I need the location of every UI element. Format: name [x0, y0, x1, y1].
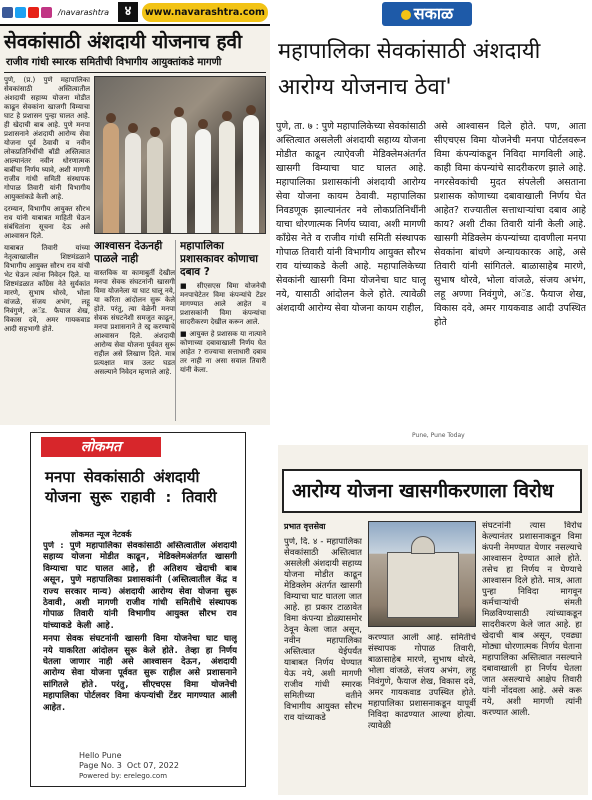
photo-person	[125, 133, 141, 233]
photo-head	[222, 111, 232, 121]
box-title: आश्वासन देऊनही पाळले नाही	[94, 240, 163, 265]
building-dome	[411, 536, 435, 554]
prabhat-clipping	[278, 445, 588, 795]
prabhat-column-3: संघटनांनी त्यास विरोध केल्यानंतर प्रशासनाकडून विमा कंपनी नेमण्यात येणार नसल्याचे आश्वासन देण्यात आले होते. तसेच हा निर्णय न घेण्याचे आश्वासन दिले होते. मात्र, आता पुन्हा निविदा मागवून कर्मचाऱ्यांची संमती मिळविण्यासाठी त्यांच्याकडून सादरीकरण केले जात आहे. हा खेदाची बाब असून, एवढ्या मोठ्या धोरणात्मक निर्णय घेताना महापालिका अस्तित्वात नसल्याने दबावाखाली हा निर्णय घेतला जात असल्याचे आक्षेप तिवारी यांनी नोंदवला आहे. असे करू नये, अशी मागणी त्यांनी करण्यात आली.	[482, 521, 582, 718]
sakal-headline: महापालिका सेवकांसाठी अंशदायी आरोग्य योजनाच ठेवा'	[278, 39, 541, 100]
divider	[4, 72, 266, 73]
prabhat-headline: आरोग्य योजना खासगीकरणाला विरोध	[292, 480, 554, 502]
lokmat-byline: लोकमत न्यूज नेटवर्क	[71, 530, 132, 539]
footer-powered: Powered by: erelego.com	[79, 772, 168, 780]
paragraph: याबाबत तिवारी यांच्या नेतृत्वाखालील शिष्टमंडळाने विभागीय आयुक्त सौरभ राव यांची भेट घेऊन त्यांना निवेदन दिले. या शिष्टमंडळात काँग्रेस नेते सुर्यकांत मारणे, सुभाष थोरवे, भोला वांजळे, संजय अभंग, लहू निवंगुणे, अॅड. फैयाज शेख, विकास दवे, अमर गायकवाड आदी सहभागी होते.	[4, 244, 90, 333]
photo-head	[246, 105, 256, 115]
prabhat-headline-box	[282, 469, 582, 513]
box-bullet: ■ सीएसएस विमा योजनेची मनपाचेटेतर विमा कंपन्यांचे टेंडर मागण्यात आले आहेत व प्रशासकांनी विमा कंपन्यांचा सादरीकरण देखील करून आले.	[180, 282, 266, 326]
sakal-logo-icon	[401, 10, 411, 20]
navarashtra-clipping	[0, 0, 270, 425]
navarashtra-subheadline: राजीव गांधी स्मारक समितीची विभागीय आयुक्तांकडे मागणी	[6, 57, 222, 68]
photo-person	[103, 123, 119, 233]
photo-head	[150, 127, 160, 137]
box-text: वास्तविक या कामाबुर्ती देखील मनपा सेवक संघटनांनी खासगी विमा योजनेला या घाट घालू नये, या करिता आंदोलन सुरू केले होते. परंतु, त्या वेळेनी मनपा सेवक संघटनेशी समजुत काढून, मनपा प्रशासनाने ते रद्द करण्याचे आश्वासन दिले. अंशदायी आरोग्य सेवा योजना पूर्ववत सुरू राहील असे लिखाण दिले. मात्र प्रत्यक्षात मात्र उलट घडत असल्याने निवेदन म्हणाले आहे.	[94, 269, 175, 376]
photo-person	[195, 129, 211, 233]
footer-page: Page No. 3	[79, 761, 122, 770]
lokmat-headline: मनपा सेवकांसाठी अंशदायी योजना सुरू राहावी : तिवारी	[45, 468, 217, 506]
prabhat-byline: प्रभात वृत्तसेवा	[284, 522, 326, 531]
lokmat-body	[43, 541, 237, 747]
footer-brand: Hello Pune	[79, 751, 122, 760]
sakal-column-2: असे आश्वासन दिले होते. पण, आता सीएचएस विमा योजनेची मनपा पोर्टलवरून विमा कंपन्यांकडून निविदा मागविली आहे. काही विमा कंपन्यांचे सादरीकरण झाले आहे. नगरसेवकांची मुदत संपलेली असताना प्रशासक कोणाच्या दबावाखाली निर्णय घेत आहेत? राज्यातील सत्ताधाऱ्यांचा दबाव आहे काय? अशी टीका तिवारी यांनी केली आहे. खासगी मेडिक्लेम कंपन्यांच्या दावणीला मनपा सेवकांना बांधणे अन्यायकारक आहे, असे तिवारी यांनी सांगितले. बाळासाहेब मारणे, सुभाष थोरवे, भोला वांजळे, संजय अभंग, लहू अण्णा निवंगुणे, अॅड. फैयाज शेख, विकास दवे, अमर गायकवाड आदी उपस्थित होते	[434, 121, 586, 328]
sakal-column-1: पुणे, ता. ७ : पुणे महापालिकेच्या सेवकांसाठी अस्तित्वात असलेली अंशदायी सहाय्य योजना मोडीत काढून त्याऐवजी मेडिक्लेमअंतर्गत खासगी विम्याचा घाट घालत आहे. महापालिका प्रशासकांनी अंशदायी आरोग्य सेवा योजना कायम ठेवावी. महापालिका निवडणूक झाल्यानंतर नवे लोकप्रतिनिधींनी याचा धोरणात्मक निर्णय घ्यावा, अशी मागणी काँग्रेस नेते व राजीव गांधी समिती संस्थापक गोपाळ तिवारी यांनी विभागीय आयुक्त सौरभ राव यांच्याकडे केली आहे. महापालिकेच्या सेवकांनी खासगी विमा योजनेचा घाट घालू नये, यासाठी आंदोलन केले होते. त्यावेळी अंशदायी आरोग्य सेवा योजना कायम राहील,	[276, 121, 426, 314]
sakal-footer: Pune, Pune Today	[412, 432, 465, 439]
social-handle: /navarashtra	[58, 8, 110, 17]
website-label: www.navarashtra.com	[142, 3, 268, 22]
sakal-masthead: सकाळ	[382, 2, 472, 26]
footer-date: Oct 07, 2022	[126, 761, 179, 770]
navarashtra-left-column	[4, 76, 90, 421]
navarashtra-headline: सेवकांसाठी अंशदायी योजनाच हवी	[4, 31, 243, 53]
group-photo	[94, 76, 266, 234]
lokmat-masthead: लोकमत	[41, 437, 161, 457]
facebook-icon	[2, 7, 13, 18]
prabhat-column-1: पुणे, दि. ४ - महापालिका सेवकांसाठी अस्तित्वात असलेली अंशदायी सहाय्य योजना मोडीत काढून मेडिक्लेम अंतर्गत खासगी विम्याचा घाट घातला जात आहे. हा प्रकार टाळावेत विमा कंपन्या डोळ्यासमोर ठेवून केला जात असून, नवीन महापालिका अस्तित्वात येईपर्यंत याबाबत निर्णय घेण्यात येऊ नये, अशी मागणी राजीव गांधी स्मारक समितीच्या वतीने विभागीय आयुक्त सौरभ राव यांच्याकडे	[284, 537, 362, 723]
youtube-icon	[28, 7, 39, 18]
lokmat-clipping	[30, 432, 246, 787]
navarashtra-top-bar	[0, 0, 270, 26]
photo-head	[106, 113, 116, 123]
box-bullet: ■ आयुक्त हे प्रशासक या नात्याने कोणाच्या दबावाखाली निर्णय घेत आहेत ? राज्याचा सत्ताधारी दबाव तर नाही ना असा सवाल तिवारी यांनी केला.	[180, 330, 266, 374]
photo-person	[219, 121, 235, 233]
sakal-clipping	[272, 0, 592, 440]
photo-head	[174, 107, 184, 117]
photo-head	[128, 123, 138, 133]
photo-person	[171, 117, 187, 233]
twitter-icon	[15, 7, 26, 18]
lokmat-footer	[79, 751, 229, 781]
social-icons	[2, 7, 54, 18]
info-box-pressure	[180, 240, 266, 421]
building-shape	[387, 552, 459, 618]
photo-head	[198, 119, 208, 129]
paragraph: मनपा सेवक संघटनांनी खासगी विमा योजनेचा घाट घालू नये याकरिता आंदोलन सुरू केले होते. तेव्हा हा निर्णय घेतला जाणार नाही असे आश्वासन देऊन, अंशदायी आरोग्य सेवा योजना पूर्ववत सुरू राहील असे प्रशासनाने सांगितले होते. परंतु, सीएचएस विमा योजनेची महापालिका पोर्टलवर विमा कंपन्यांची टेंडर मागण्यात आली आहेत.	[43, 634, 237, 713]
photo-person	[147, 137, 163, 233]
instagram-icon	[41, 7, 52, 18]
photo-person	[243, 115, 259, 233]
page-number: ४	[118, 2, 138, 22]
info-box-promise	[94, 240, 176, 421]
paragraph: पुणे : पुणे महापालिका सेवकांसाठी अस्तित्वातील अंशदायी सहाय्य योजना मोडीत काढून, मेडिक्लेमअंतर्गत खासगी विम्याचा घाट घालत आहे, ही अतिशय खेदाची बाब असून, पुणे महापालिका प्रशासकांनी (अस्तित्वातील केंद्र व राज्य सरकार मान्य) अंशदायी आरोग्य सेवा योजना सुरू ठेवावी, अशी मागणी राजीव गांधी समितीचे संस्थापक गोपाळ तिवारी यांनी विभागीय आयुक्त सौरभ राव यांच्याकडे केली आहे.	[43, 541, 237, 631]
building-photo	[368, 521, 476, 627]
box-title: महापालिका प्रशासकावर कोणाचा दबाव ?	[180, 240, 258, 278]
prabhat-column-2: करण्यात आली आहे. समितीचे संस्थापक गोपाळ तिवारी, बाळासाहेब मारणे, सुभाष थोरवे, भोला वांजळे, संजय अभंग, लहू निवंगुणे, फैयाज शेख, विकास दवे, अमर गायकवाड उपस्थित होते. महापालिका प्रशासनाकडून यापूर्वी निविदा काढण्यात आल्या होत्या. त्यावेळी	[368, 633, 476, 731]
paragraph: दरम्यान, विभागीय आयुक्त सौरभ राव यांनी याबाबत माहिती घेऊन संबंधितांना सूचना देऊ असे आश्वासन दिले.	[4, 205, 90, 240]
lead-paragraph: पुणे, (प्र.) पुणे महापालिका सेवकांसाठी अस्तित्वातील अंशदायी सहाय्य योजना मोडीत काढून सेवकांना खाजगी विम्याचा घाट हे प्रशासन पुन्हा घालत आहे. ही खेदाची बाब आहे. पुणे मनपा प्रशासनाने अंशदायी आरोग्य सेवा योजना पूर्व ठेवावी व नवीन लोकप्रतिनिधींची बॉडी अस्तित्वात आल्यानंतर नवीन धोरणात्मक बाबींचा निर्णय घ्यावे, अशी मागणी राजीव गांधी समिती संस्थापक गोपाळ तिवारी यांनी विभागीय आयुक्तांकडे केली आहे.	[4, 76, 90, 201]
